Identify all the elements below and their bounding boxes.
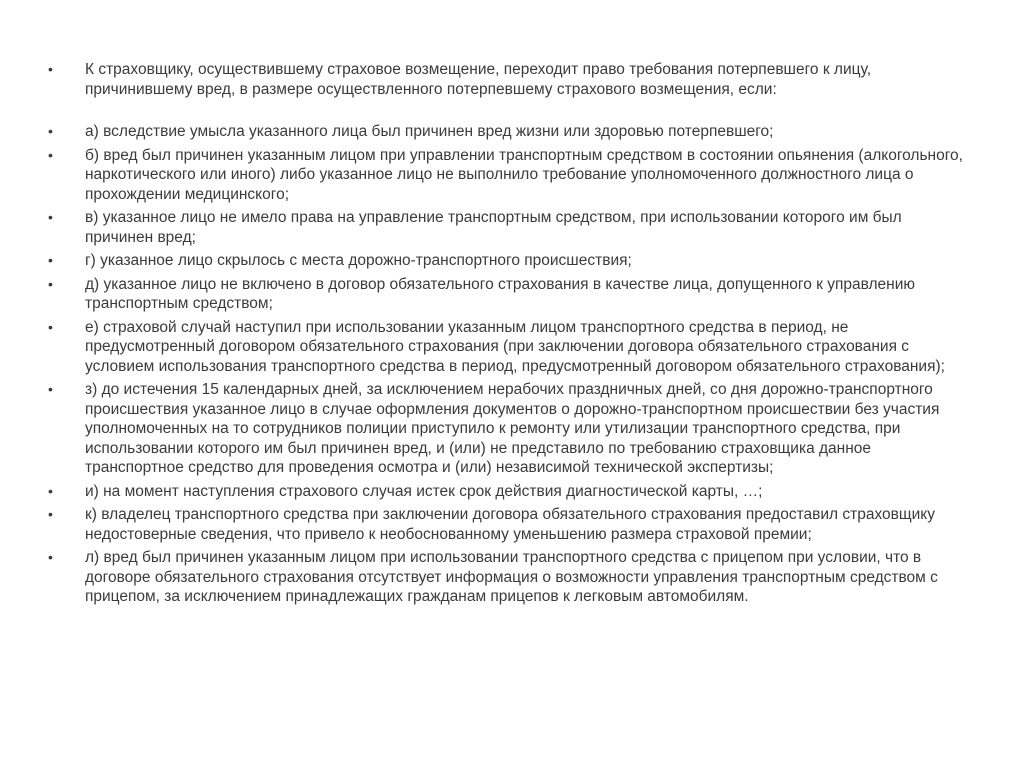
bullet-icon: • xyxy=(48,209,53,225)
bullet-list xyxy=(48,60,968,607)
list-item xyxy=(48,482,968,502)
list-item xyxy=(48,251,968,271)
bullet-text: е) страховой случай наступил при использовании указанным лицом транспортного средства в период, не предусмотренный договором обязательного страхования (при заключении договора обязательного страхования с условием использования транспортного средства в период, предусмотренный договором обязательного страхования); xyxy=(85,318,945,375)
bullet-icon: • xyxy=(48,61,53,77)
bullet-icon: • xyxy=(48,482,53,499)
bullet-icon: • xyxy=(48,381,53,397)
list-item xyxy=(48,275,968,314)
bullet-icon: • xyxy=(48,549,53,565)
bullet-text: а) вследствие умысла указанного лица был причинен вред жизни или здоровью потерпевшего; xyxy=(85,123,774,140)
bullet-text: з) до истечения 15 календарных дней, за исключением нерабочих праздничных дней, со дня дорожно-транспортного происшествия указанное лицо в случае оформления документов о дорожно-транспортном происшествии без участия уполномоченных на то сотрудников полиции приступило к ремонту или утилизации транспортного средства, при использовании которого им был причинен вред, и (или) не представило по требованию страховщика данное транспортное средство для проведения осмотра и (или) независимой технической экспертизы; xyxy=(85,381,940,476)
bullet-text: б) вред был причинен указанным лицом при управлении транспортным средством в состоянии опьянения (алкогольного, наркотического или иного) либо указанное лицо не выполнило требование уполномоченного должностного лица о прохождении медицинского; xyxy=(85,146,963,203)
list-item xyxy=(48,548,968,607)
bullet-text: л) вред был причинен указанным лицом при использовании транспортного средства с прицепом при условии, что в договоре обязательного страхования отсутствует информация о возможности управления транспортным средством с прицепом, за исключением принадлежащих гражданам прицепов к легковым автомобилям. xyxy=(85,549,938,605)
list-item xyxy=(48,122,968,142)
list-item xyxy=(48,60,968,99)
bullet-text: К страховщику, осуществившему страховое возмещение, переходит право требования потерпевшего к лицу, причинившему вред, в размере осуществленного потерпевшему страхового возмещения, если: xyxy=(85,61,872,98)
bullet-icon: • xyxy=(48,123,53,139)
list-item xyxy=(48,146,968,205)
bullet-text: в) указанное лицо не имело права на управление транспортным средством, при использовании которого им был причинен вред; xyxy=(85,209,902,246)
bullet-text: д) указанное лицо не включено в договор обязательного страхования в качестве лица, допущенного к управлению транспортным средством; xyxy=(85,275,916,312)
bullet-icon: • xyxy=(48,275,53,292)
list-item xyxy=(48,318,968,377)
list-item xyxy=(48,505,968,544)
bullet-text: и) на момент наступления страхового случая истек срок действия диагностической карты, …; xyxy=(85,482,763,500)
bullet-icon: • xyxy=(48,318,53,335)
bullet-icon: • xyxy=(48,506,53,522)
list-item xyxy=(48,380,968,478)
bullet-text: г) указанное лицо скрылось с места дорожно-транспортного происшествия; xyxy=(85,252,632,269)
bullet-text: к) владелец транспортного средства при заключении договора обязательного страхования предоставил страховщику недостоверные сведения, что привело к необоснованному уменьшению размера страховой премии; xyxy=(85,506,936,543)
bullet-icon: • xyxy=(48,252,53,268)
list-item xyxy=(48,208,968,247)
bullet-icon: • xyxy=(48,146,53,163)
